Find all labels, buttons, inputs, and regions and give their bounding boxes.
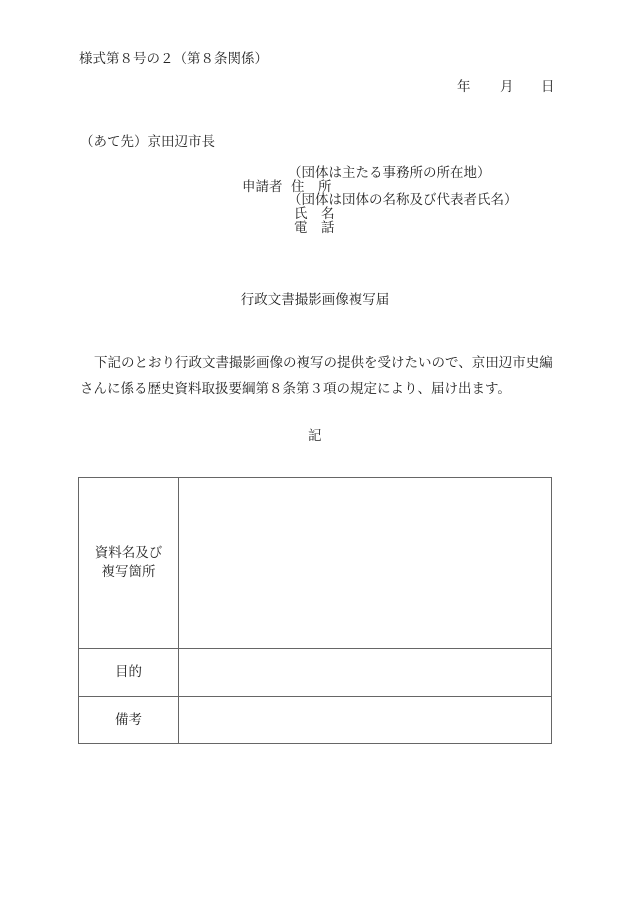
body-line-2: さんに係る歴史資料取扱要綱第８条第３項の規定により、届け出ます。: [80, 381, 511, 397]
applicant-label: 申請者: [242, 179, 283, 195]
address-label: 住 所: [291, 179, 332, 195]
date-month: 月: [500, 79, 514, 95]
document-title: 行政文書撮影画像複写届: [240, 292, 390, 308]
row-label: 目的: [79, 649, 179, 697]
row-label: 備考: [79, 697, 179, 744]
remarks-field[interactable]: [179, 697, 552, 744]
name-label: 氏 名: [294, 206, 335, 222]
purpose-field[interactable]: [179, 649, 552, 697]
form-table: [78, 477, 552, 744]
label-line: 資料名及び: [94, 545, 163, 561]
table-row: [79, 649, 552, 697]
ki-heading: 記: [308, 428, 322, 444]
date-year: 年: [457, 79, 471, 95]
addressee: （あて先）京田辺市長: [80, 134, 215, 150]
phone-label: 電 話: [294, 220, 335, 236]
form-id: 様式第８号の２（第８条関係）: [79, 51, 268, 67]
label-line: 複写箇所: [101, 564, 156, 580]
table-row: [79, 697, 552, 744]
name-note: （団体は団体の名称及び代表者氏名）: [288, 192, 518, 208]
address-note: （団体は主たる事務所の所在地）: [288, 165, 491, 181]
date-day: 日: [541, 79, 555, 95]
material-name-field[interactable]: [179, 478, 552, 649]
table-row: [79, 478, 552, 649]
body-text: [80, 350, 560, 402]
row-label: [79, 478, 179, 649]
body-line-1: 下記のとおり行政文書撮影画像の複写の提供を受けたいので、京田辺市史編: [94, 355, 553, 371]
